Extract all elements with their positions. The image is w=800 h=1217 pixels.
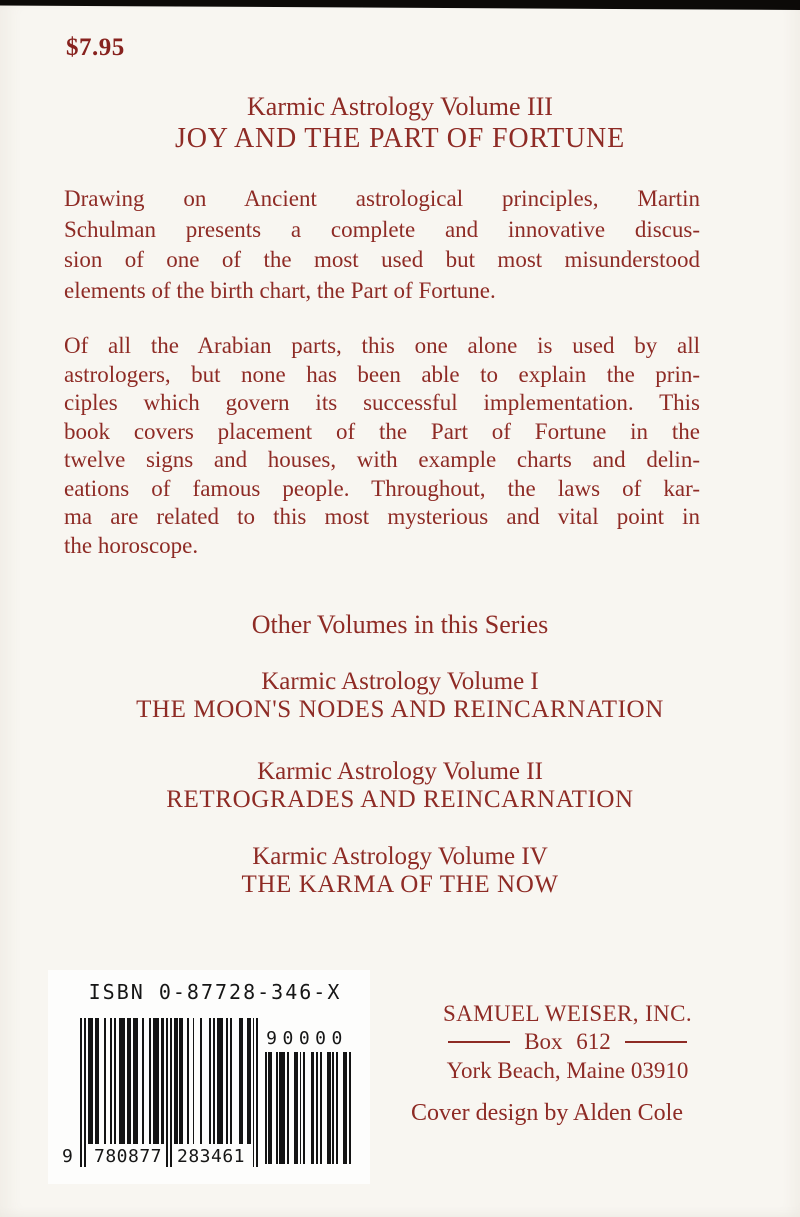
publisher-address: York Beach, Maine 03910 [446, 1058, 689, 1083]
paragraph-line: ciples which govern its successful implementation. This [64, 390, 700, 415]
scan-edge [0, 0, 800, 10]
volume-name: Karmic Astrology Volume IV [252, 843, 548, 870]
volume-entry [0, 843, 800, 899]
ean-barcode-bars [80, 1018, 258, 1167]
volume-name: Karmic Astrology Volume I [261, 668, 539, 695]
ean-barcode [62, 1018, 258, 1168]
publisher-name: SAMUEL WEISER, INC. [442, 1001, 693, 1026]
ean-addon-barcode [263, 1028, 351, 1164]
addon-barcode-bars [263, 1052, 351, 1164]
paragraph-line: sion of one of the most used but most misunderstood [64, 247, 700, 272]
cover-design-credit: Cover design by Alden Cole [411, 1100, 683, 1126]
paragraph-line: the horoscope. [64, 532, 199, 558]
ean-digit-group2: 283461 [177, 1146, 246, 1167]
paragraph-line: Drawing on Ancient astrological principles, Martin [64, 186, 700, 211]
volume-entry [0, 758, 800, 814]
volume-title: RETROGRADES AND REINCARNATION [166, 786, 634, 813]
paragraph-line: Of all the Arabian parts, this one alone is used by all [64, 333, 700, 358]
addon-label: 90000 [266, 1028, 348, 1049]
paragraph-line: astrologers, but none has been able to explain the prin- [64, 361, 700, 387]
paragraph-line: twelve signs and houses, with example charts and delin- [64, 447, 700, 472]
paragraph-line: book covers placement of the Part of Fortune in the [64, 418, 700, 444]
paragraph-line: Schulman presents a complete and innovative discus- [64, 216, 700, 242]
paragraph-line: ma are related to this most mysterious and vital point in [64, 504, 700, 529]
book-title: JOY AND THE PART OF FORTUNE [175, 123, 625, 154]
volume-entry [0, 668, 800, 724]
ean-digit-group1: 780877 [94, 1146, 163, 1167]
other-volumes-heading: Other Volumes in this Series [251, 610, 549, 639]
price-label: $7.95 [66, 34, 125, 61]
volume-name: Karmic Astrology Volume II [257, 758, 543, 785]
ean-digits [62, 1146, 258, 1168]
title-block [0, 92, 800, 155]
rule-right [625, 1041, 687, 1043]
isbn-label: ISBN 0-87728-346-X [88, 980, 342, 1004]
series-title: Karmic Astrology Volume III [247, 92, 553, 121]
paragraph-line: eations of famous people. Throughout, the laws of kar- [64, 475, 700, 501]
blurb-paragraph-1 [64, 184, 700, 306]
ean-digit-lead: 9 [62, 1146, 74, 1167]
volume-title: THE MOON'S NODES AND REINCARNATION [136, 696, 664, 723]
volume-title: THE KARMA OF THE NOW [241, 871, 559, 898]
rule-left [448, 1041, 510, 1043]
publisher-box-line [420, 1029, 715, 1055]
publisher-box: Box 612 [524, 1029, 611, 1054]
publisher-block [420, 1000, 715, 1084]
paragraph-line: elements of the birth chart, the Part of Fortune. [64, 277, 496, 303]
blurb-paragraph-2 [64, 332, 700, 560]
